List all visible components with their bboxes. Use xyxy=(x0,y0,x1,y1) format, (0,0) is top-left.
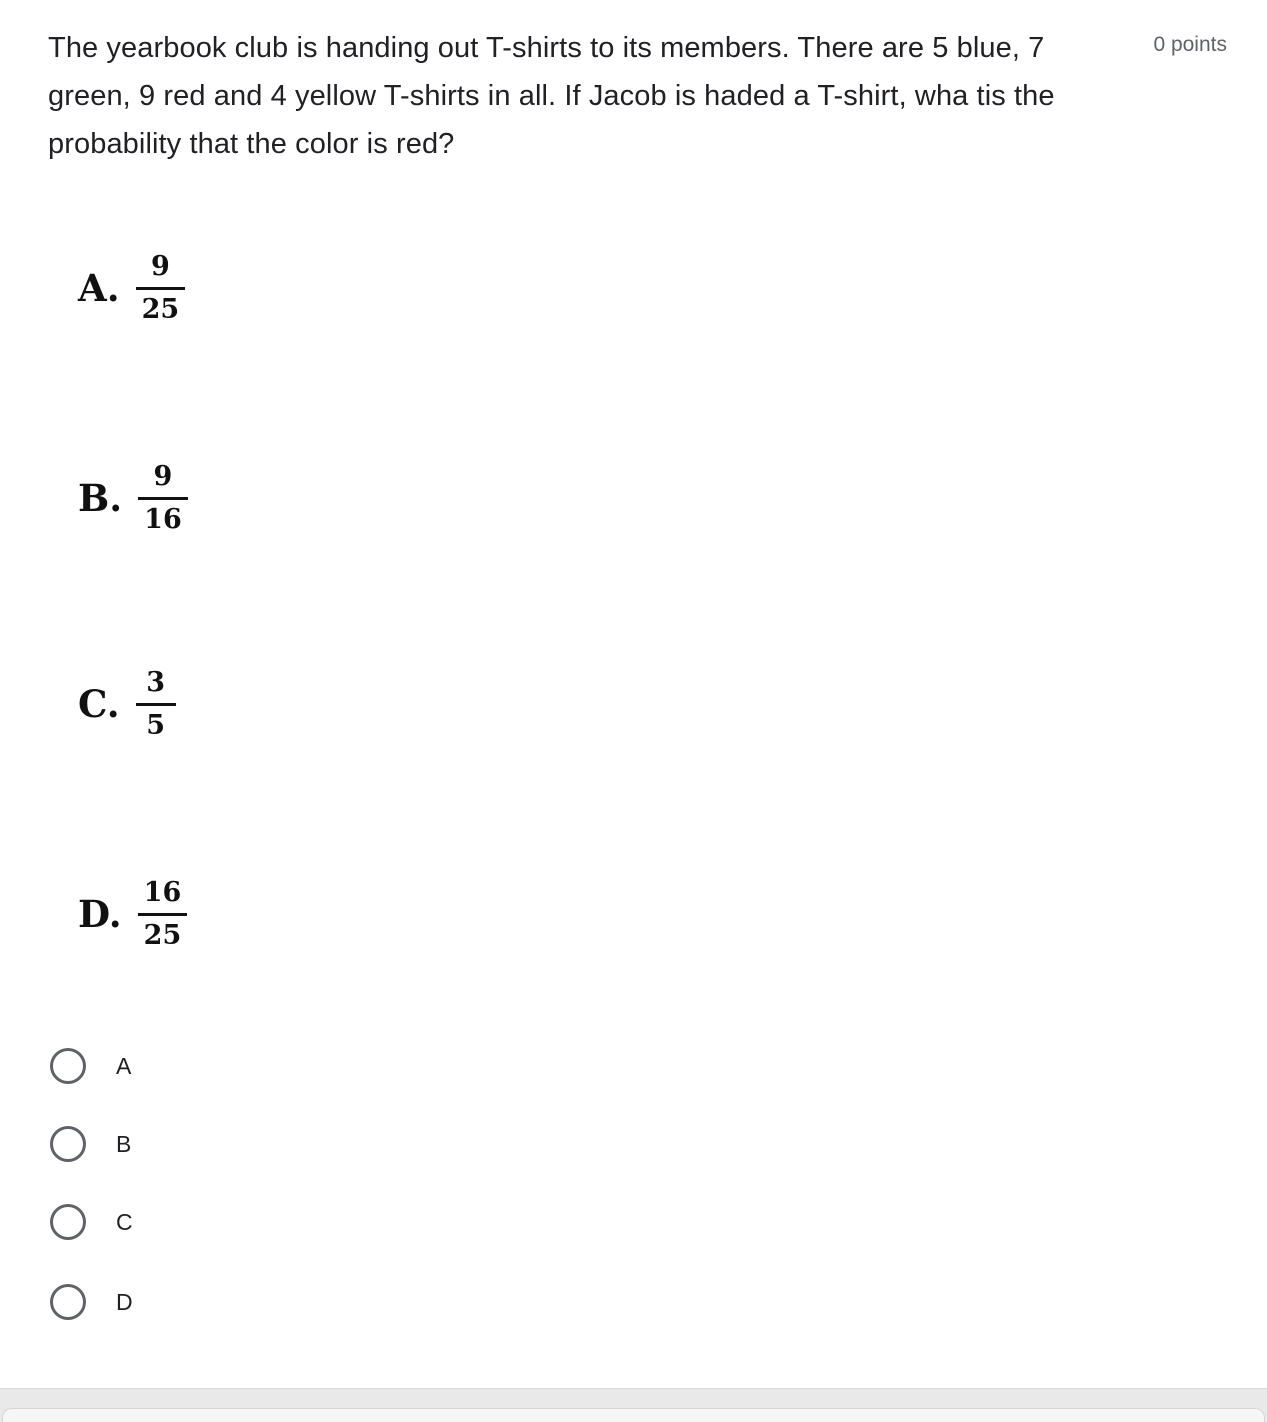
radio-option-c[interactable] xyxy=(50,1204,133,1240)
fraction-numerator: 16 xyxy=(138,878,188,916)
radio-button-d[interactable] xyxy=(50,1284,86,1320)
choice-letter: C. xyxy=(78,682,120,727)
choice-fraction xyxy=(136,668,176,740)
radio-option-d[interactable] xyxy=(50,1284,133,1320)
choice-letter: B. xyxy=(78,476,123,521)
choice-fraction xyxy=(136,252,186,324)
points-label: 0 points xyxy=(1153,33,1227,56)
radio-label-a: A xyxy=(116,1052,132,1079)
answer-choice-a xyxy=(78,252,185,324)
radio-label-d: D xyxy=(116,1288,133,1315)
fraction-denominator: 25 xyxy=(141,293,180,325)
choice-fraction xyxy=(138,878,188,950)
choice-fraction xyxy=(138,462,188,534)
fraction-numerator: 3 xyxy=(136,668,176,706)
fraction-denominator: 5 xyxy=(146,709,166,741)
next-card-edge xyxy=(2,1408,1265,1422)
fraction-numerator: 9 xyxy=(138,462,188,500)
question-text: The yearbook club is handing out T-shirts to its members. There are 5 blue, 7 green, 9 red and 4 yellow T-shirts in all. If Jacob is haded a T-shirt, wha tis the probability that the color is red? xyxy=(48,32,1055,160)
fraction-numerator: 9 xyxy=(136,252,186,290)
choice-letter: D. xyxy=(78,892,122,937)
radio-button-c[interactable] xyxy=(50,1204,86,1240)
fraction-denominator: 25 xyxy=(143,919,182,951)
answer-choice-b xyxy=(78,462,188,534)
radio-option-a[interactable] xyxy=(50,1048,131,1084)
fraction-denominator: 16 xyxy=(144,503,182,535)
choice-letter: A. xyxy=(78,266,120,311)
radio-label-b: B xyxy=(116,1130,132,1157)
radio-button-b[interactable] xyxy=(50,1126,86,1162)
radio-button-a[interactable] xyxy=(50,1048,86,1084)
radio-option-b[interactable] xyxy=(50,1126,131,1162)
radio-label-c: C xyxy=(116,1208,133,1235)
answer-choice-c xyxy=(78,668,176,740)
answer-choice-d xyxy=(78,878,187,950)
